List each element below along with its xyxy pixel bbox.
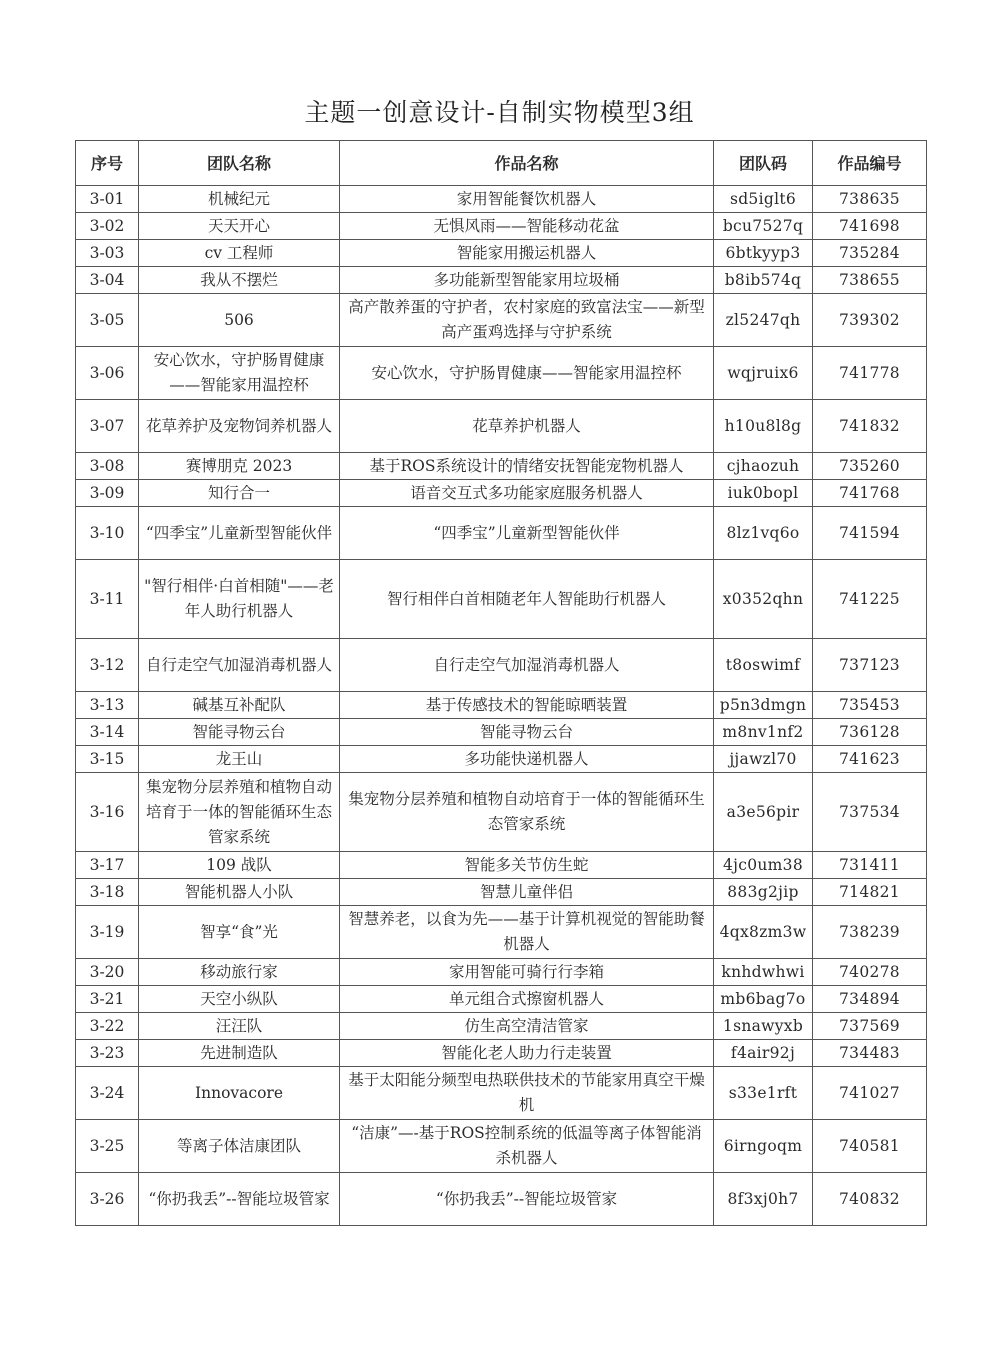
row-seq: 3-07 xyxy=(76,400,139,453)
row-team-code: 1snawyxb xyxy=(714,1013,813,1040)
row-work-name: 智慧儿童伴侣 xyxy=(340,879,714,906)
row-work-name: 基于ROS系统设计的情绪安抚智能宠物机器人 xyxy=(340,453,714,480)
table-row xyxy=(76,1013,927,1040)
row-team-code: 4jc0um38 xyxy=(714,852,813,879)
row-seq: 3-09 xyxy=(76,480,139,507)
row-work-id: 734894 xyxy=(813,986,927,1013)
row-team-name: 集宠物分层养殖和植物自动培育于一体的智能循环生态管家系统 xyxy=(139,773,340,852)
row-seq: 3-13 xyxy=(76,692,139,719)
row-seq: 3-08 xyxy=(76,453,139,480)
row-work-name: 家用智能可骑行行李箱 xyxy=(340,959,714,986)
row-team-code: t8oswimf xyxy=(714,639,813,692)
row-team-name: 碱基互补配队 xyxy=(139,692,340,719)
row-team-code: s33e1rft xyxy=(714,1067,813,1120)
table-row xyxy=(76,692,927,719)
row-work-name: 语音交互式多功能家庭服务机器人 xyxy=(340,480,714,507)
row-team-code: 6btkyyp3 xyxy=(714,240,813,267)
row-seq: 3-02 xyxy=(76,213,139,240)
row-work-name: 智能化老人助力行走装置 xyxy=(340,1040,714,1067)
row-work-id: 741623 xyxy=(813,746,927,773)
row-seq: 3-26 xyxy=(76,1173,139,1226)
row-team-code: 8f3xj0h7 xyxy=(714,1173,813,1226)
row-seq: 3-24 xyxy=(76,1067,139,1120)
row-team-code: wqjruix6 xyxy=(714,347,813,400)
row-work-name: 集宠物分层养殖和植物自动培育于一体的智能循环生态管家系统 xyxy=(340,773,714,852)
row-team-code: x0352qhn xyxy=(714,560,813,639)
header-work-name: 作品名称 xyxy=(340,141,714,186)
row-team-name: 花草养护及宠物饲养机器人 xyxy=(139,400,340,453)
row-work-name: 多功能快递机器人 xyxy=(340,746,714,773)
row-work-id: 734483 xyxy=(813,1040,927,1067)
table-row xyxy=(76,453,927,480)
row-seq: 3-15 xyxy=(76,746,139,773)
row-seq: 3-03 xyxy=(76,240,139,267)
row-seq: 3-17 xyxy=(76,852,139,879)
row-team-name: 智能寻物云台 xyxy=(139,719,340,746)
row-team-name: 109 战队 xyxy=(139,852,340,879)
row-team-code: 6irngoqm xyxy=(714,1120,813,1173)
row-team-code: h10u8l8g xyxy=(714,400,813,453)
row-team-code: bcu7527q xyxy=(714,213,813,240)
row-work-name: 智能多关节仿生蛇 xyxy=(340,852,714,879)
row-seq: 3-22 xyxy=(76,1013,139,1040)
table-row xyxy=(76,480,927,507)
row-team-name: 汪汪队 xyxy=(139,1013,340,1040)
row-team-name: 智能机器人小队 xyxy=(139,879,340,906)
row-team-code: a3e56pir xyxy=(714,773,813,852)
row-team-code: knhdwhwi xyxy=(714,959,813,986)
row-team-code: b8ib574q xyxy=(714,267,813,294)
row-team-name: 我从不摆烂 xyxy=(139,267,340,294)
row-work-name: 安心饮水，守护肠胃健康——智能家用温控杯 xyxy=(340,347,714,400)
table-row xyxy=(76,560,927,639)
header-seq: 序号 xyxy=(76,141,139,186)
row-team-name: 赛博朋克 2023 xyxy=(139,453,340,480)
header-work-id: 作品编号 xyxy=(813,141,927,186)
table-row xyxy=(76,213,927,240)
row-team-name: “四季宝”儿童新型智能伙伴 xyxy=(139,507,340,560)
row-work-id: 738655 xyxy=(813,267,927,294)
row-team-code: cjhaozuh xyxy=(714,453,813,480)
row-team-name: 自行走空气加湿消毒机器人 xyxy=(139,639,340,692)
row-team-name: cv 工程师 xyxy=(139,240,340,267)
row-team-code: sd5iglt6 xyxy=(714,186,813,213)
row-work-id: 741778 xyxy=(813,347,927,400)
header-team-name: 团队名称 xyxy=(139,141,340,186)
row-team-name: 天天开心 xyxy=(139,213,340,240)
row-seq: 3-06 xyxy=(76,347,139,400)
row-team-name: 移动旅行家 xyxy=(139,959,340,986)
row-work-id: 741832 xyxy=(813,400,927,453)
row-team-code: m8nv1nf2 xyxy=(714,719,813,746)
roster-table xyxy=(75,140,927,1226)
row-team-name: Innovacore xyxy=(139,1067,340,1120)
row-work-name: “洁康”—-基于ROS控制系统的低温等离子体智能消杀机器人 xyxy=(340,1120,714,1173)
table-row xyxy=(76,400,927,453)
row-team-code: 883g2jip xyxy=(714,879,813,906)
row-team-name: 等离子体洁康团队 xyxy=(139,1120,340,1173)
row-team-code: mb6bag7o xyxy=(714,986,813,1013)
row-work-name: 自行走空气加湿消毒机器人 xyxy=(340,639,714,692)
row-team-code: zl5247qh xyxy=(714,294,813,347)
row-work-name: 花草养护机器人 xyxy=(340,400,714,453)
row-work-name: 智能寻物云台 xyxy=(340,719,714,746)
row-team-code: 8lz1vq6o xyxy=(714,507,813,560)
row-team-name: “你扔我丢”--智能垃圾管家 xyxy=(139,1173,340,1226)
table-row xyxy=(76,852,927,879)
row-work-name: 基于传感技术的智能晾晒装置 xyxy=(340,692,714,719)
row-seq: 3-14 xyxy=(76,719,139,746)
row-work-id: 736128 xyxy=(813,719,927,746)
page-title: 主题一创意设计-自制实物模型3组 xyxy=(304,98,695,127)
row-work-id: 737534 xyxy=(813,773,927,852)
row-seq: 3-11 xyxy=(76,560,139,639)
table-row xyxy=(76,240,927,267)
table-row xyxy=(76,986,927,1013)
row-work-id: 737569 xyxy=(813,1013,927,1040)
row-work-name: 家用智能餐饮机器人 xyxy=(340,186,714,213)
row-work-id: 737123 xyxy=(813,639,927,692)
row-work-id: 741027 xyxy=(813,1067,927,1120)
row-team-name: 先进制造队 xyxy=(139,1040,340,1067)
row-team-name: 天空小纵队 xyxy=(139,986,340,1013)
row-team-name: "智行相伴·白首相随"——老年人助行机器人 xyxy=(139,560,340,639)
row-seq: 3-20 xyxy=(76,959,139,986)
row-work-name: 基于太阳能分频型电热联供技术的节能家用真空干燥机 xyxy=(340,1067,714,1120)
row-seq: 3-04 xyxy=(76,267,139,294)
table-row xyxy=(76,347,927,400)
row-team-name: 安心饮水，守护肠胃健康——智能家用温控杯 xyxy=(139,347,340,400)
table-row xyxy=(76,1040,927,1067)
table-row xyxy=(76,639,927,692)
row-seq: 3-12 xyxy=(76,639,139,692)
table-row xyxy=(76,879,927,906)
table-row xyxy=(76,186,927,213)
row-work-name: 单元组合式擦窗机器人 xyxy=(340,986,714,1013)
row-work-id: 731411 xyxy=(813,852,927,879)
row-work-id: 735284 xyxy=(813,240,927,267)
row-work-id: 740581 xyxy=(813,1120,927,1173)
table-row xyxy=(76,959,927,986)
row-work-id: 741594 xyxy=(813,507,927,560)
table-header-row xyxy=(76,141,927,186)
row-work-id: 741768 xyxy=(813,480,927,507)
row-work-id: 741698 xyxy=(813,213,927,240)
row-team-name: 智享“食”光 xyxy=(139,906,340,959)
row-seq: 3-25 xyxy=(76,1120,139,1173)
row-team-name: 知行合一 xyxy=(139,480,340,507)
row-work-name: “你扔我丢”--智能垃圾管家 xyxy=(340,1173,714,1226)
row-team-code: jjawzl70 xyxy=(714,746,813,773)
table-row xyxy=(76,507,927,560)
table-row xyxy=(76,746,927,773)
row-work-name: 多功能新型智能家用垃圾桶 xyxy=(340,267,714,294)
table-row xyxy=(76,267,927,294)
row-seq: 3-16 xyxy=(76,773,139,852)
row-work-name: 高产散养蛋的守护者，农村家庭的致富法宝——新型高产蛋鸡选择与守护系统 xyxy=(340,294,714,347)
table-row xyxy=(76,1173,927,1226)
row-work-id: 740832 xyxy=(813,1173,927,1226)
row-work-id: 714821 xyxy=(813,879,927,906)
row-seq: 3-21 xyxy=(76,986,139,1013)
table-row xyxy=(76,294,927,347)
row-seq: 3-05 xyxy=(76,294,139,347)
row-work-name: 智行相伴白首相随老年人智能助行机器人 xyxy=(340,560,714,639)
row-seq: 3-10 xyxy=(76,507,139,560)
row-team-code: 4qx8zm3w xyxy=(714,906,813,959)
table-row xyxy=(76,1120,927,1173)
table-row xyxy=(76,1067,927,1120)
row-work-id: 735260 xyxy=(813,453,927,480)
row-team-code: f4air92j xyxy=(714,1040,813,1067)
row-team-name: 机械纪元 xyxy=(139,186,340,213)
row-seq: 3-19 xyxy=(76,906,139,959)
row-work-id: 735453 xyxy=(813,692,927,719)
row-work-id: 739302 xyxy=(813,294,927,347)
row-seq: 3-23 xyxy=(76,1040,139,1067)
row-work-id: 738239 xyxy=(813,906,927,959)
row-work-name: 无惧风雨——智能移动花盆 xyxy=(340,213,714,240)
row-team-code: p5n3dmgn xyxy=(714,692,813,719)
row-work-name: 智能家用搬运机器人 xyxy=(340,240,714,267)
row-seq: 3-18 xyxy=(76,879,139,906)
row-work-name: 仿生高空清洁管家 xyxy=(340,1013,714,1040)
row-work-id: 741225 xyxy=(813,560,927,639)
row-work-name: 智慧养老，以食为先——基于计算机视觉的智能助餐机器人 xyxy=(340,906,714,959)
table-row xyxy=(76,906,927,959)
row-work-id: 740278 xyxy=(813,959,927,986)
row-work-name: “四季宝”儿童新型智能伙伴 xyxy=(340,507,714,560)
row-team-code: iuk0bopl xyxy=(714,480,813,507)
table-row xyxy=(76,773,927,852)
row-team-name: 506 xyxy=(139,294,340,347)
table-row xyxy=(76,719,927,746)
row-work-id: 738635 xyxy=(813,186,927,213)
header-team-code: 团队码 xyxy=(714,141,813,186)
row-team-name: 龙王山 xyxy=(139,746,340,773)
row-seq: 3-01 xyxy=(76,186,139,213)
